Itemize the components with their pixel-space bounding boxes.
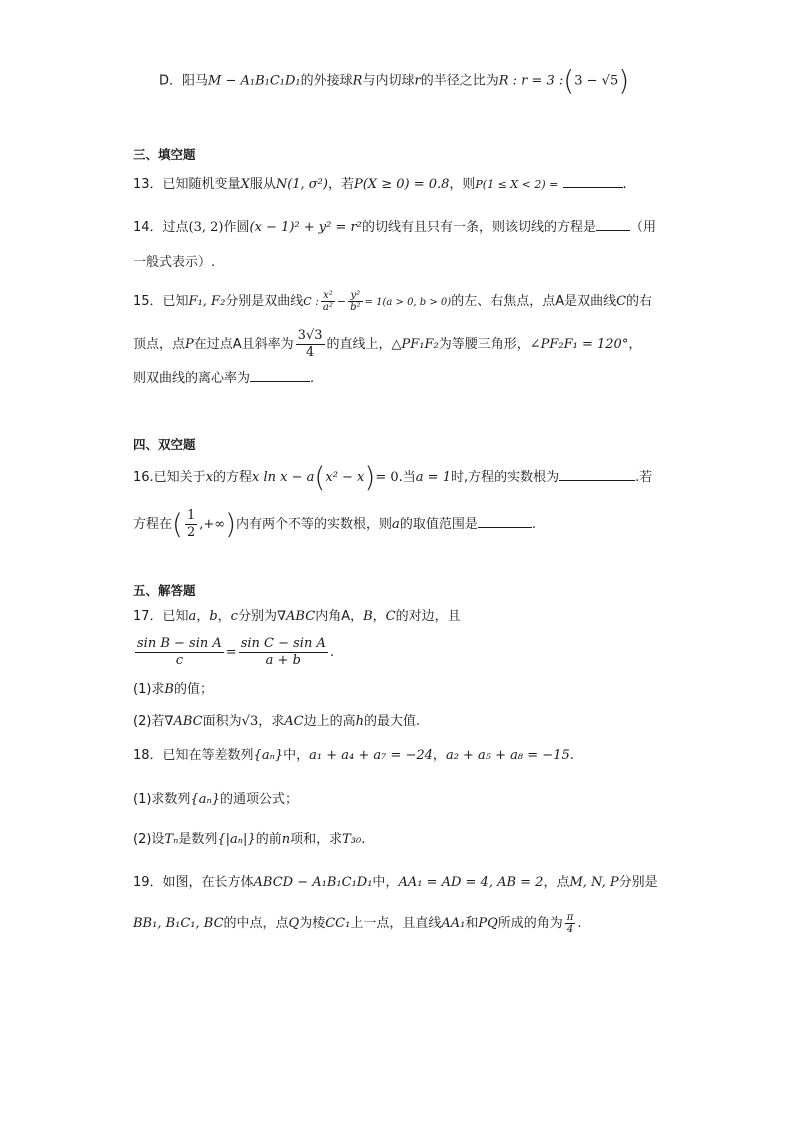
question-14: 14．过点(3, 2)作圆(x − 1)² + y² = r²的切线有且只有一条，则该切线的方程是 （用	[133, 216, 656, 239]
question-18: 18．已知在等差数列{aₙ}中，a₁ + a₄ + a₇ = −24，a₂ + a₅ + a₈ = −15.	[133, 748, 574, 763]
question-15-line-2: 顶点，点P在过点A且斜率为 $\frac{3√3}{4}$ 的直线上，△PF₁F₂为等腰三角形，∠PF₂F₁ = 120°，	[133, 328, 642, 360]
question-19-line-2: BB₁, B₁C₁, BC的中点，点Q为棱CC₁上一点，且直线AA₁和PQ所成的角为 $\frac{\pi}{4}$ .	[133, 912, 582, 935]
question-14-line-2: 一般式表示）.	[133, 255, 216, 270]
answer-blank	[596, 216, 630, 231]
option-d: D．阳马M − A₁B₁C₁D₁的外接球R与内切球r的半径之比为R : r = 3 :(3 − √5)	[159, 64, 630, 97]
question-18-part-1: (1)求数列{aₙ}的通项公式；	[133, 792, 298, 807]
question-16: 16.已知关于x的方程x ln x − a(x² − x)= 0.当a = 1时,方程的实数根为 .若	[133, 460, 653, 494]
question-13: 13．已知随机变量X服从N(1, σ²)，若P(X ≥ 0) = 0.8，则P(1 ≤ X < 2) = .	[133, 173, 627, 196]
question-17-formula: $\frac{\text{sin B − sin A}}{c}$ = $\frac{\text{sin C − sin A}}{a + b}$ .	[137, 636, 334, 668]
answer-blank	[478, 513, 532, 528]
question-15: 15．已知F₁, F₂分别是双曲线C : $\frac{\text{x²}}{\text{a²}}$ − $\frac{\text{y²}}{\text{b²}}$ = 1(a > 0, b > 0)的左、右焦点，点A是双曲线C的右	[133, 290, 653, 313]
question-17: 17．已知a，b，c分别为∇ABC内角A，B，C的对边，且	[133, 609, 461, 624]
section-title-double-blank: 四、双空题	[133, 437, 196, 452]
question-17-part-1: (1)求B的值；	[133, 682, 213, 697]
section-title-fill-in: 三、填空题	[133, 147, 196, 162]
question-16-line-2: 方程在( $\frac{1}{2}$ ,+∞)内有两个不等的实数根，则a的取值范围是 .	[133, 507, 536, 541]
answer-blank	[563, 173, 623, 188]
question-15-line-3: 则双曲线的离心率为 .	[133, 367, 314, 390]
answer-blank	[250, 367, 310, 382]
section-title-solutions: 五、解答题	[133, 583, 196, 598]
question-19: 19．如图，在长方体ABCD − A₁B₁C₁D₁中，AA₁ = AD = 4, AB = 2，点M, N, P分别是	[133, 875, 658, 890]
question-18-part-2: (2)设Tₙ是数列{|aₙ|}的前n项和，求T₃₀.	[133, 832, 366, 847]
answer-blank	[559, 466, 635, 481]
question-17-part-2: (2)若∇ABC面积为√3，求AC边上的高h的最大值.	[133, 714, 421, 729]
